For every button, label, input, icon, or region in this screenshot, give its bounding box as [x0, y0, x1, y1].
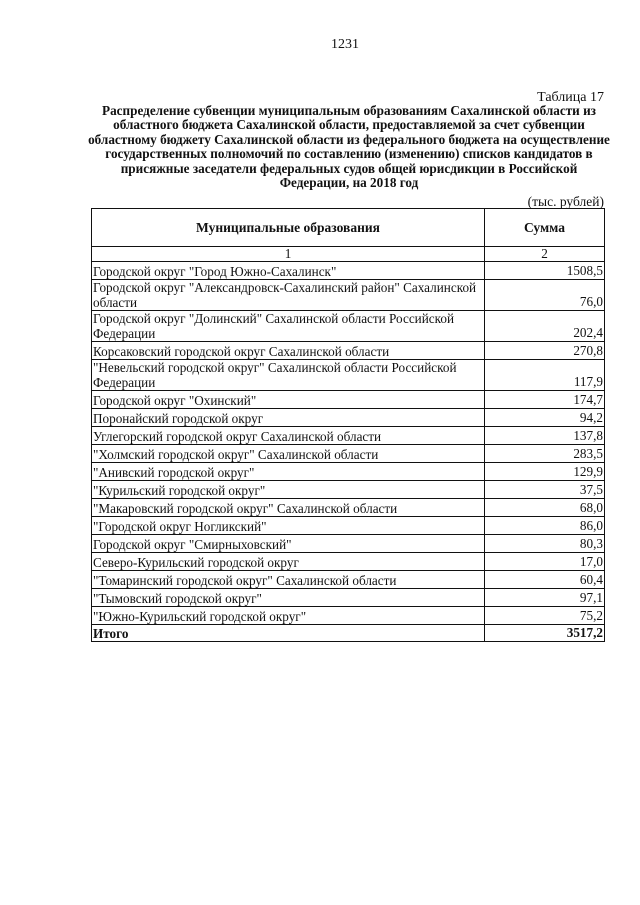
table-row	[92, 553, 605, 571]
column-number-row	[92, 247, 605, 262]
total-row	[92, 625, 605, 642]
table-row	[92, 517, 605, 535]
municipality-name: "Холмский городской округ" Сахалинской области	[92, 445, 485, 463]
municipality-name: "Южно-Курильский городской округ"	[92, 607, 485, 625]
table-header-row	[92, 209, 605, 247]
table-label: Таблица 17	[537, 90, 604, 105]
header-municipalities: Муниципальные образования	[92, 209, 485, 247]
subsidy-sum: 283,5	[485, 445, 605, 463]
table-row	[92, 499, 605, 517]
table-row	[92, 463, 605, 481]
table-row	[92, 607, 605, 625]
table-row	[92, 262, 605, 280]
subsidy-sum: 76,0	[485, 280, 605, 311]
table-row	[92, 409, 605, 427]
municipality-name: Корсаковский городской округ Сахалинской области	[92, 342, 485, 360]
column-number: 1	[92, 247, 485, 262]
subsidy-sum: 97,1	[485, 589, 605, 607]
subsidy-sum: 37,5	[485, 481, 605, 499]
table-row	[92, 280, 605, 311]
header-sum: Сумма	[485, 209, 605, 247]
subsidy-sum: 60,4	[485, 571, 605, 589]
municipality-name: "Тымовский городской округ"	[92, 589, 485, 607]
table-row	[92, 342, 605, 360]
total-label: Итого	[92, 625, 485, 642]
municipality-name: Поронайский городской округ	[92, 409, 485, 427]
subsidy-sum: 129,9	[485, 463, 605, 481]
subsidy-sum: 202,4	[485, 311, 605, 342]
municipality-name: Городской округ "Александровск-Сахалинский район" Сахалинской области	[92, 280, 485, 311]
table-row	[92, 589, 605, 607]
municipality-name: Городской округ "Охинский"	[92, 391, 485, 409]
subsidy-sum: 17,0	[485, 553, 605, 571]
municipality-name: "Томаринский городской округ" Сахалинской области	[92, 571, 485, 589]
subsidy-sum: 117,9	[485, 360, 605, 391]
municipality-name: "Макаровский городской округ" Сахалинской области	[92, 499, 485, 517]
table-row	[92, 311, 605, 342]
table-row	[92, 481, 605, 499]
municipality-name: "Курильский городской округ"	[92, 481, 485, 499]
table-row	[92, 445, 605, 463]
subsidy-sum: 174,7	[485, 391, 605, 409]
page-number: 1231	[331, 37, 359, 52]
municipality-name: Городской округ "Город Южно-Сахалинск"	[92, 262, 485, 280]
column-number: 2	[485, 247, 605, 262]
municipality-name: "Анивский городской округ"	[92, 463, 485, 481]
table-row	[92, 427, 605, 445]
municipality-name: Городской округ "Смирныховский"	[92, 535, 485, 553]
document-title: Распределение субвенции муниципальным образованиям Сахалинской области из областного бюджета Сахалинской области, предоставляемой за счет субвенции областному бюджету Сахалинской области из федерального бюджета на осуществление государственных полномочий по составлению (изменению) списков кандидатов в присяжные заседатели федеральных судов общей юрисдикции в Российской Федерации, на 2018 год	[88, 103, 610, 191]
units-label: (тыс. рублей)	[527, 194, 604, 209]
table-row	[92, 360, 605, 391]
municipality-name: Северо-Курильский городской округ	[92, 553, 485, 571]
subsidy-sum: 75,2	[485, 607, 605, 625]
municipality-name: Городской округ "Долинский" Сахалинской области Российской Федерации	[92, 311, 485, 342]
subsidy-sum: 94,2	[485, 409, 605, 427]
subsidy-sum: 86,0	[485, 517, 605, 535]
subsidy-sum: 80,3	[485, 535, 605, 553]
municipality-name: "Невельский городской округ" Сахалинской области Российской Федерации	[92, 360, 485, 391]
municipality-name: "Городской округ Ногликский"	[92, 517, 485, 535]
subsidy-sum: 1508,5	[485, 262, 605, 280]
subsidy-sum: 137,8	[485, 427, 605, 445]
table-row	[92, 571, 605, 589]
table-row	[92, 535, 605, 553]
total-sum: 3517,2	[485, 625, 605, 642]
table-row	[92, 391, 605, 409]
subsidy-sum: 270,8	[485, 342, 605, 360]
subsidy-sum: 68,0	[485, 499, 605, 517]
municipality-name: Углегорский городской округ Сахалинской области	[92, 427, 485, 445]
subsidy-table	[91, 208, 605, 642]
